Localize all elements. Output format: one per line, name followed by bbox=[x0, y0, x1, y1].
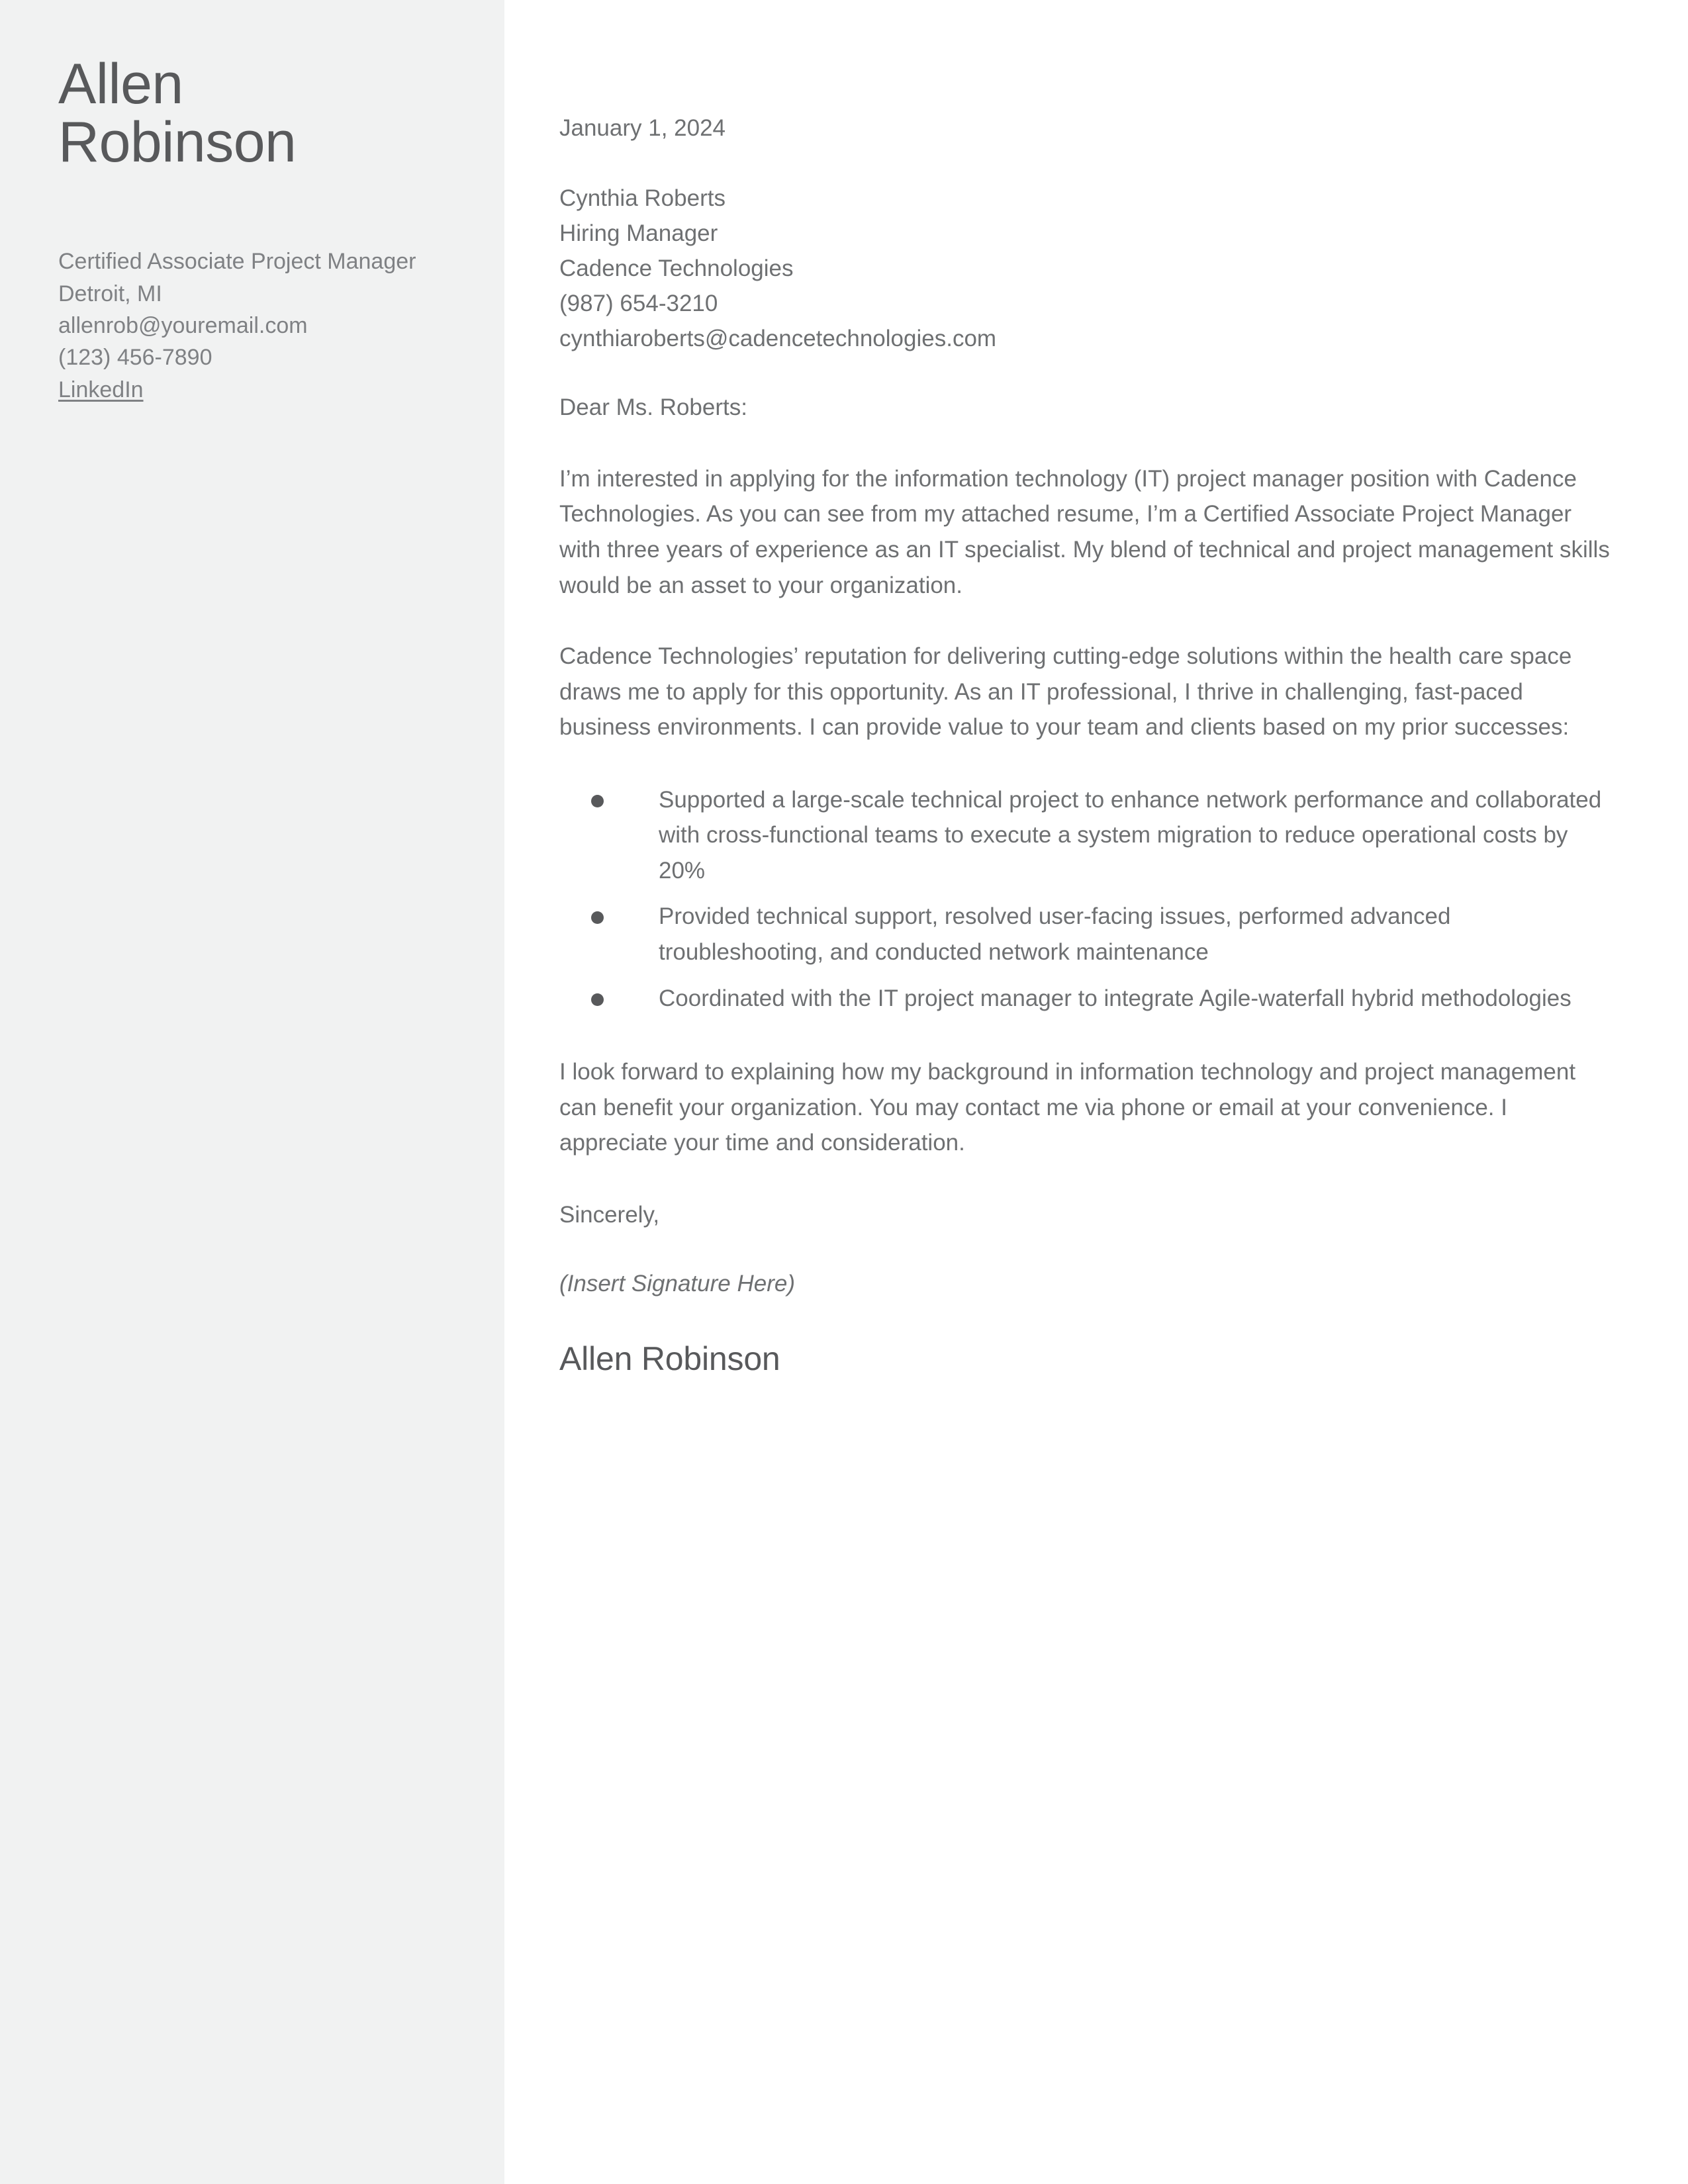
list-item bbox=[559, 981, 1605, 1017]
contact-location: Detroit, MI bbox=[58, 281, 162, 306]
contact-details-block bbox=[58, 246, 458, 405]
linkedin-link[interactable]: LinkedIn bbox=[58, 377, 144, 402]
body-paragraph-2: Cadence Technologies’ reputation for delivering cutting-edge solutions within the health care space draws me to apply for this opportunity. As an IT professional, I thrive in challenging, fast-paced business environments. I can provide value to your team and clients based on my prior successes: bbox=[559, 643, 1572, 741]
salutation: Dear Ms. Roberts: bbox=[559, 394, 747, 421]
signature-name: Allen Robinson bbox=[559, 1340, 780, 1377]
recipient-phone: (987) 654-3210 bbox=[559, 291, 718, 317]
recipient-company: Cadence Technologies bbox=[559, 255, 794, 281]
body-paragraph-3: I look forward to explaining how my background in information technology and project management can benefit your organization. You may contact me via phone or email at your convenience. I appreciate your time and consideration. bbox=[559, 1059, 1576, 1156]
recipient-name: Cynthia Roberts bbox=[559, 185, 726, 211]
applicant-name-heading: Allen Robinson bbox=[58, 52, 297, 174]
contact-job-title: Certified Associate Project Manager bbox=[58, 249, 416, 275]
letter-body bbox=[504, 0, 1688, 2184]
bullet-dot-icon bbox=[591, 795, 604, 807]
recipient-address-block bbox=[559, 181, 1615, 357]
sidebar bbox=[0, 0, 504, 2184]
bullet-dot-icon bbox=[591, 993, 604, 1006]
signoff: Sincerely, bbox=[559, 1201, 660, 1228]
signature-placeholder: (Insert Signature Here) bbox=[559, 1271, 795, 1297]
list-item-text: Supported a large-scale technical project to enhance network performance and collaborated with cross-functional teams to execute a system migration to reduce operational costs by 20% bbox=[659, 786, 1602, 884]
contact-phone: (123) 456-7890 bbox=[58, 345, 212, 371]
body-paragraph-1: I’m interested in applying for the information technology (IT) project manager position with Cadence Technologies. As you can see from my attached resume, I’m a Certified Associate Project Manager with three years of experience as an IT specialist. My blend of technical and project management skills would be an asset to your organization. bbox=[559, 465, 1610, 598]
contact-email: allenrob@youremail.com bbox=[58, 312, 308, 338]
letter-date: January 1, 2024 bbox=[559, 115, 726, 141]
list-item-text: Coordinated with the IT project manager to integrate Agile-waterfall hybrid methodologies bbox=[659, 985, 1571, 1011]
recipient-email: cynthiaroberts@cadencetechnologies.com bbox=[559, 326, 997, 352]
achievements-list bbox=[559, 782, 1605, 1016]
recipient-job-title: Hiring Manager bbox=[559, 220, 718, 246]
bullet-dot-icon bbox=[591, 911, 604, 924]
contact-link-row bbox=[58, 374, 458, 406]
list-item-text: Provided technical support, resolved user-facing issues, performed advanced troubleshooting, and conducted network maintenance bbox=[659, 903, 1451, 965]
list-item bbox=[559, 782, 1605, 889]
list-item bbox=[559, 899, 1605, 970]
